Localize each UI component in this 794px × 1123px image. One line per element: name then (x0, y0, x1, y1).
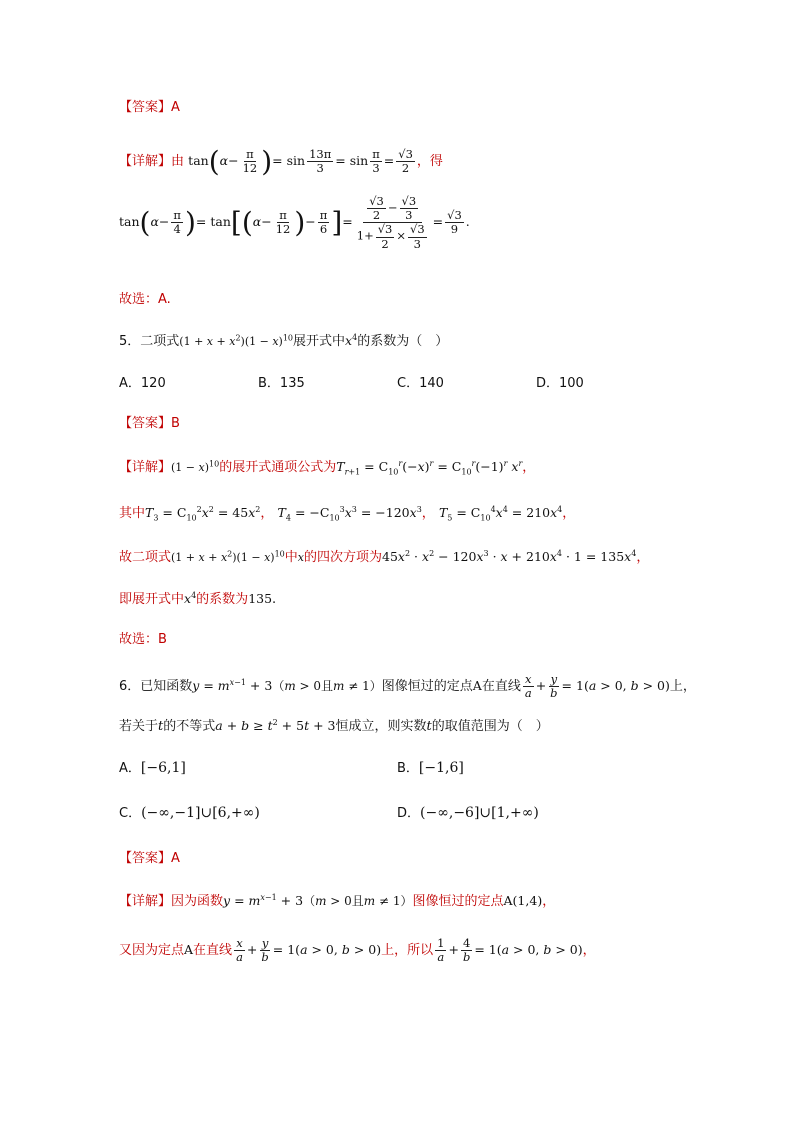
detail-tag: 【详解】 (119, 894, 172, 909)
detail-a: 因为函数 (171, 894, 224, 909)
option-label: C． (119, 806, 142, 821)
detail-lead: 其中 (119, 506, 146, 521)
option-value: 100 (559, 376, 584, 391)
stem-c: 在直线 (481, 679, 521, 695)
stem-d: 的取值范围为（ ） (431, 719, 549, 734)
detail-mid: 的展开式通项公式为 (219, 460, 337, 475)
q5-stem (119, 330, 448, 349)
q5-option-c[interactable] (397, 372, 444, 391)
binomial-expression: $(1 + x + x^2)(1 - x)^{10}$ (171, 549, 285, 564)
q6-stem-line2 (119, 715, 549, 734)
q6-option-b[interactable] (397, 757, 464, 776)
option-label: D． (397, 806, 421, 821)
q6-detail-line1 (119, 890, 555, 909)
punct: ， (562, 506, 576, 521)
answer-value: A (171, 851, 180, 866)
detail-mid2: 的四次方项为 (304, 550, 383, 565)
equation-tan-sin: tan(α− $\frac{\pi}{12}$ )= sin $\frac{13\pi}{3}$ = sin $\frac{\pi}{3}$ = $\frac{√3}{2}$ (188, 145, 413, 178)
stem-mid: 展开式中 (293, 334, 346, 349)
coefficient-value: 135 (248, 591, 273, 606)
q5-option-b[interactable] (258, 372, 305, 391)
detail-lead: 即展开式中 (119, 592, 185, 607)
point-a: A (184, 942, 194, 958)
q5-option-a[interactable] (119, 372, 166, 391)
condition: （m > 0且m ≠ 1） (303, 894, 413, 908)
detail-b: 图像恒过的定点 (412, 894, 504, 909)
detail-lead: 故二项式 (119, 550, 172, 565)
option-value: [−6,1] (140, 760, 186, 776)
stem-a: 6．已知函数 (119, 679, 193, 695)
q6-detail-line2 (119, 937, 596, 964)
option-value: 135 (279, 376, 305, 391)
line-equation: $\frac{x}{a}$ + $\frac{y}{b}$ = 1(a > 0, b > 0) (236, 936, 382, 965)
point-a: A (472, 678, 482, 694)
detail-tail: ，得 (416, 154, 443, 169)
punct: ， (542, 894, 556, 909)
q4-detail-line1 (119, 145, 443, 178)
fourth-power-sum: $45x^2 \cdot x^2 - 120x^3 \cdot x + 210x^4 \cdot 1 = 135x^4$ (382, 548, 637, 564)
term-t4: $T_4 = -C_{10}^3x^3 = -120x^3$ (277, 504, 422, 523)
q6-answer-line (119, 847, 180, 866)
var-t: t (426, 719, 432, 734)
stem-b: 的不等式 (163, 719, 216, 734)
term-t3: $T_3 = C_{10}^2x^2 = 45x^2$ (145, 504, 261, 523)
q4-detail-line2 (119, 195, 470, 251)
q5-answer-line (119, 412, 180, 431)
detail-lead: 由 (171, 154, 185, 169)
option-value: (−∞,−6]∪[1,+∞) (420, 805, 539, 821)
q6-option-c[interactable] (119, 802, 260, 821)
detail-mid: 的系数为 (196, 592, 249, 607)
option-label: C． (397, 376, 420, 391)
option-label: B． (397, 761, 419, 776)
detail-a: 又因为定点 (119, 943, 185, 959)
function-expression: $y = m^{x-1} + 3$ (223, 892, 304, 908)
option-value: 120 (140, 376, 166, 391)
line-equation: $\frac{x}{a}$ + $\frac{y}{b}$ = 1(a > 0, b > 0) (524, 672, 670, 701)
stem-a: 若关于 (119, 719, 159, 734)
var-x: x (297, 551, 304, 564)
q5-detail-line2 (119, 502, 575, 523)
answer-value: A (171, 100, 180, 115)
stem-b: 图像恒过的定点 (381, 679, 473, 695)
q4-answer-line (119, 96, 180, 115)
q4-choice: 故选：A. (119, 292, 171, 307)
term-t5: $T_5 = C_{10}^4x^4 = 210x^4$ (438, 504, 563, 523)
answer-value: B (171, 416, 180, 431)
q5-option-d[interactable] (536, 372, 584, 391)
general-term-formula: $T_{r+1} = C_{10}^r(-x)^r = C_{10}^r(-1)^r$ $x^r$ (336, 458, 523, 477)
stem-suffix: 的系数为（ ） (357, 334, 449, 349)
option-value: [−1,6] (418, 760, 464, 776)
detail-tag: 【详解】 (119, 154, 172, 169)
detail-tag: 【详解】 (119, 460, 172, 475)
var-t: t (158, 719, 164, 734)
reciprocal-equation: $\frac{1}{a}$ + $\frac{4}{b}$ = 1(a > 0, b > 0) (437, 936, 583, 965)
q6-option-d[interactable] (397, 802, 539, 821)
equation-tan-difference: tan(α− $\frac{\pi}{4}$ )= tan[(α− $\frac{\pi}{12}$ )− $\frac{\pi}{6}$ ]= $\frac{√3}{2}$ − $\frac{√3}{3}$ 1+ $\frac{√3}{2}$ × $\frac{√3}{3}$ = $\frac{√3}{9}$ . (119, 194, 470, 251)
answer-tag: 【答案】 (119, 416, 172, 431)
stem-prefix: 5．二项式 (119, 334, 180, 349)
option-label: A． (119, 761, 141, 776)
option-label: B． (258, 376, 280, 391)
function-expression: $y = m^{x-1} + 3$ (192, 678, 273, 694)
option-value: (−∞,−1]∪[6,+∞) (141, 805, 260, 821)
punct: ， (582, 943, 596, 959)
q5-choice: 故选：B (119, 632, 167, 647)
punct: ， (260, 506, 274, 521)
q6-option-a[interactable] (119, 757, 186, 776)
detail-b: 在直线 (193, 943, 233, 959)
answer-tag: 【答案】 (119, 100, 172, 115)
binomial-part: $(1 - x)^{10}$ (171, 459, 220, 474)
q5-detail-line1 (119, 456, 535, 477)
option-value: 140 (419, 376, 444, 391)
q5-detail-line4: 即展开式中$x^4$的系数为135. (119, 590, 277, 607)
punct: ， (522, 460, 536, 475)
condition: （m > 0且m ≠ 1） (272, 679, 382, 694)
inequality: $a + b \ge t^2 + 5t + 3$ (215, 717, 336, 733)
binomial-expression: $(1 + x + x^2)(1 - x)^{10}$ (179, 333, 294, 348)
point-coordinates: A(1,4) (503, 893, 543, 908)
q5-detail-line3: 故二项式$(1 + x + x^2)(1 - x)^{10}$中x的四次方项为$45x^2 \cdot x^2 - 120x^3 \cdot x + 210x^4 \cdot 1 = 135x^4$， (119, 548, 650, 565)
term-x4: $x^4$ (184, 590, 197, 606)
option-label: D． (536, 376, 560, 391)
detail-mid: 中 (284, 550, 298, 565)
answer-tag: 【答案】 (119, 851, 172, 866)
detail-c: 上，所以 (381, 943, 434, 959)
stem-d: 上， (669, 679, 696, 695)
punct: ， (421, 506, 435, 521)
term-x4: $x^4$ (345, 332, 358, 348)
stem-c: 恒成立，则实数 (335, 719, 427, 734)
option-label: A． (119, 376, 141, 391)
q6-stem-line1 (119, 673, 696, 700)
